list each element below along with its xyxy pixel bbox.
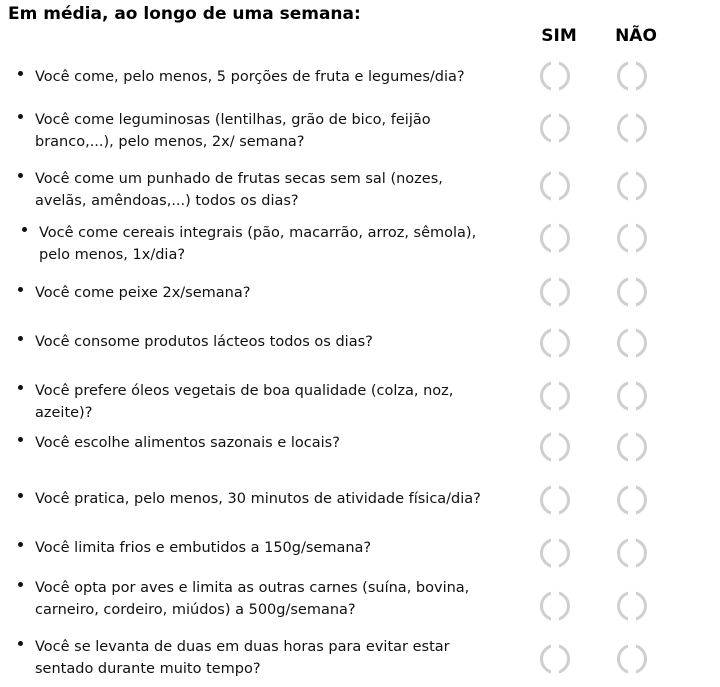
answer-no-radio[interactable] — [617, 223, 647, 253]
question-text: Você come cereais integrais (pão, macarrão, arroz, sêmola), pelo menos, 1x/dia? — [39, 225, 477, 263]
answer-no-radio[interactable] — [617, 61, 647, 91]
answer-no-radio[interactable] — [617, 432, 647, 462]
bullet-icon — [18, 71, 23, 76]
bullet-icon — [18, 641, 23, 646]
bullet-icon — [18, 493, 23, 498]
answer-yes-radio[interactable] — [540, 113, 570, 143]
answer-yes-radio[interactable] — [540, 432, 570, 462]
question-text: Você prefere óleos vegetais de boa qualidade (colza, noz, azeite)? — [35, 383, 454, 421]
column-header-yes: SIM — [541, 26, 577, 46]
question-text: Você come um punhado de frutas secas sem sal (nozes, avelãs, amêndoas,...) todos os dias? — [35, 171, 443, 209]
bullet-icon — [18, 114, 23, 119]
answer-yes-radio[interactable] — [540, 277, 570, 307]
question-text: Você limita frios e embutidos a 150g/semana? — [35, 540, 372, 556]
answer-yes-radio[interactable] — [540, 591, 570, 621]
question-text: Você come peixe 2x/semana? — [35, 285, 251, 301]
answer-no-radio[interactable] — [617, 591, 647, 621]
questionnaire-title: Em média, ao longo de uma semana: — [8, 4, 361, 24]
answer-yes-radio[interactable] — [540, 61, 570, 91]
bullet-icon — [18, 287, 23, 292]
answer-yes-radio[interactable] — [540, 381, 570, 411]
question-text: Você consome produtos lácteos todos os dias? — [35, 334, 373, 350]
answer-yes-radio[interactable] — [540, 171, 570, 201]
answer-no-radio[interactable] — [617, 644, 647, 674]
question-text: Você come, pelo menos, 5 porções de fruta e legumes/dia? — [35, 69, 465, 85]
answer-yes-radio[interactable] — [540, 328, 570, 358]
bullet-icon — [18, 385, 23, 390]
answer-no-radio[interactable] — [617, 277, 647, 307]
answer-yes-radio[interactable] — [540, 485, 570, 515]
question-text: Você come leguminosas (lentilhas, grão de bico, feijão branco,...), pelo menos, 2x/ semana? — [35, 112, 431, 150]
answer-no-radio[interactable] — [617, 171, 647, 201]
answer-yes-radio[interactable] — [540, 644, 570, 674]
column-header-no: NÃO — [615, 26, 657, 46]
answer-yes-radio[interactable] — [540, 538, 570, 568]
answer-no-radio[interactable] — [617, 328, 647, 358]
bullet-icon — [18, 542, 23, 547]
question-text: Você pratica, pelo menos, 30 minutos de atividade física/dia? — [35, 491, 481, 507]
answer-no-radio[interactable] — [617, 538, 647, 568]
question-text: Você escolhe alimentos sazonais e locais? — [35, 435, 340, 451]
answer-yes-radio[interactable] — [540, 223, 570, 253]
question-text: Você se levanta de duas em duas horas para evitar estar sentado durante muito tempo? — [35, 639, 450, 677]
bullet-icon — [18, 582, 23, 587]
bullet-icon — [18, 437, 23, 442]
bullet-icon — [18, 336, 23, 341]
bullet-icon — [18, 173, 23, 178]
answer-no-radio[interactable] — [617, 485, 647, 515]
answer-no-radio[interactable] — [617, 381, 647, 411]
question-text: Você opta por aves e limita as outras carnes (suína, bovina, carneiro, cordeiro, miúdos) a 500g/semana? — [35, 580, 470, 618]
answer-no-radio[interactable] — [617, 113, 647, 143]
bullet-icon — [22, 227, 27, 232]
